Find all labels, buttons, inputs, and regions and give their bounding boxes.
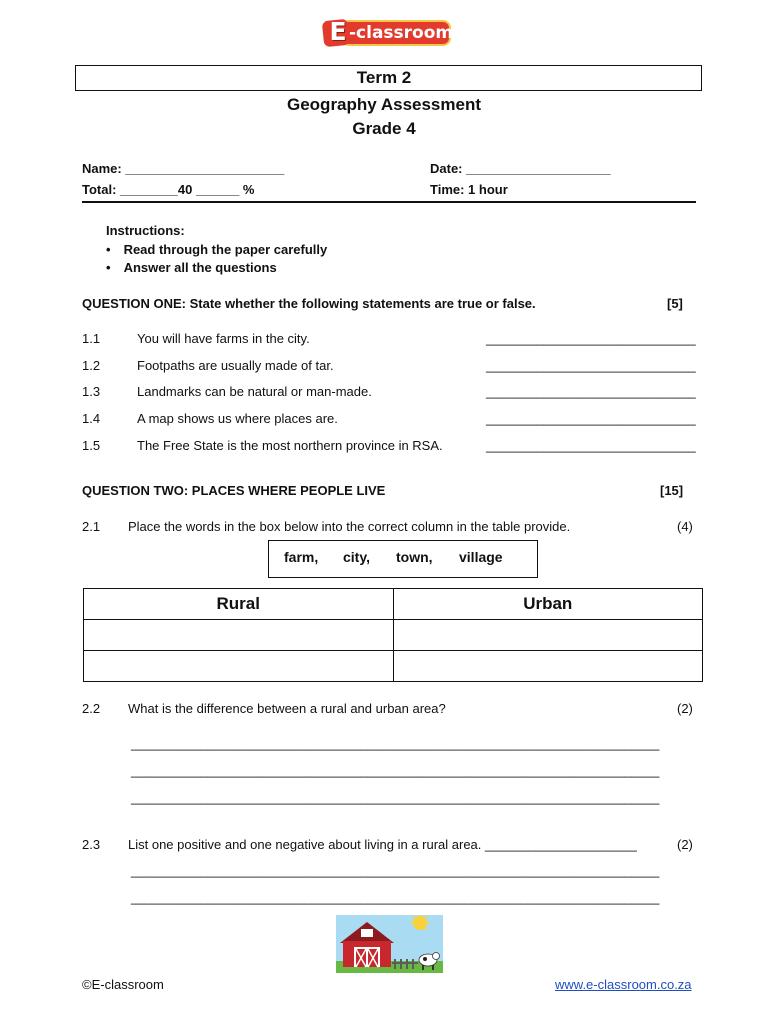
question-text: Place the words in the box below into the correct column in the table provide. — [128, 519, 571, 534]
header-divider — [82, 201, 696, 203]
table-cell[interactable] — [393, 620, 703, 651]
word-item: city, — [343, 549, 370, 565]
answer-blank: _____________________________ — [486, 411, 696, 426]
rural-urban-table — [83, 588, 703, 682]
question-statement: Landmarks can be natural or man-made. — [137, 384, 372, 399]
word-item: village — [459, 549, 503, 565]
table-cell[interactable] — [84, 620, 394, 651]
logo-wordmark: -classroom — [349, 23, 454, 43]
instruction-item — [106, 242, 327, 257]
question-number: 1.1 — [82, 331, 101, 346]
answer-line: ____________________________________________________________________________ — [131, 764, 660, 778]
question-one-marks: [5] — [667, 296, 683, 311]
answer-line: ____________________________________________________________________________ — [131, 791, 660, 805]
answer-line: ____________________________________________________________________________ — [131, 737, 660, 751]
answer-line: ____________________________________________________________________________ — [131, 864, 660, 878]
question-statement: A map shows us where places are. — [137, 411, 338, 426]
name-field: Name: ______________________ — [82, 161, 285, 176]
answer-line: ____________________________________________________________________________ — [131, 891, 660, 905]
question-number: 1.2 — [82, 358, 101, 373]
question-one-title: QUESTION ONE: State whether the following statements are true or false. — [82, 296, 536, 311]
question-statement: You will have farms in the city. — [137, 331, 310, 346]
farm-barn-illustration — [336, 915, 443, 973]
answer-blank: _____________________________ — [486, 384, 696, 399]
question-number: 2.2 — [82, 701, 101, 716]
question-two-marks: [15] — [660, 483, 684, 498]
table-row — [84, 620, 703, 651]
instructions-heading: Instructions: — [106, 223, 185, 238]
e-classroom-logo — [323, 16, 453, 48]
word-item: farm, — [284, 549, 319, 565]
answer-blank: _____________________________ — [486, 358, 696, 373]
total-field: Total: ________40 ______ % — [82, 182, 255, 197]
question-number: 1.3 — [82, 384, 101, 399]
copyright-text: ©E-classroom — [82, 977, 164, 992]
question-text: List one positive and one negative about living in a rural area. _____________________ — [128, 837, 637, 852]
instruction-item — [106, 260, 277, 275]
date-field: Date: ____________________ — [430, 161, 611, 176]
table-cell[interactable] — [84, 651, 394, 682]
bullet-icon: • — [106, 242, 111, 257]
question-statement: The Free State is the most northern province in RSA. — [137, 438, 443, 453]
urban-column-header: Urban — [393, 589, 703, 620]
question-text: What is the difference between a rural and urban area? — [128, 701, 446, 716]
grade-title: Grade 4 — [352, 119, 416, 138]
question-number: 2.1 — [82, 519, 101, 534]
word-item: town, — [396, 549, 433, 565]
word-box — [268, 540, 538, 578]
table-header-row — [84, 589, 703, 620]
rural-column-header: Rural — [84, 589, 394, 620]
website-link[interactable]: www.e-classroom.co.za — [555, 977, 692, 992]
farm-icon — [336, 915, 443, 973]
question-marks: (2) — [677, 701, 693, 716]
question-two-title: QUESTION TWO: PLACES WHERE PEOPLE LIVE — [82, 483, 386, 498]
subject-title: Geography Assessment — [287, 95, 481, 114]
table-cell[interactable] — [393, 651, 703, 682]
question-marks: (2) — [677, 837, 693, 852]
bullet-icon: • — [106, 260, 111, 275]
term-title: Term 2 — [356, 68, 412, 87]
question-marks: (4) — [677, 519, 693, 534]
answer-blank: _____________________________ — [486, 438, 696, 453]
logo-e-letter: E — [329, 17, 347, 46]
table-row — [84, 651, 703, 682]
instruction-text: Answer all the questions — [123, 260, 277, 275]
question-statement: Footpaths are usually made of tar. — [137, 358, 334, 373]
answer-blank: _____________________________ — [486, 331, 696, 346]
question-number: 1.5 — [82, 438, 101, 453]
time-field: Time: 1 hour — [430, 182, 508, 197]
question-number: 1.4 — [82, 411, 101, 426]
instruction-text: Read through the paper carefully — [123, 242, 328, 257]
question-number: 2.3 — [82, 837, 101, 852]
